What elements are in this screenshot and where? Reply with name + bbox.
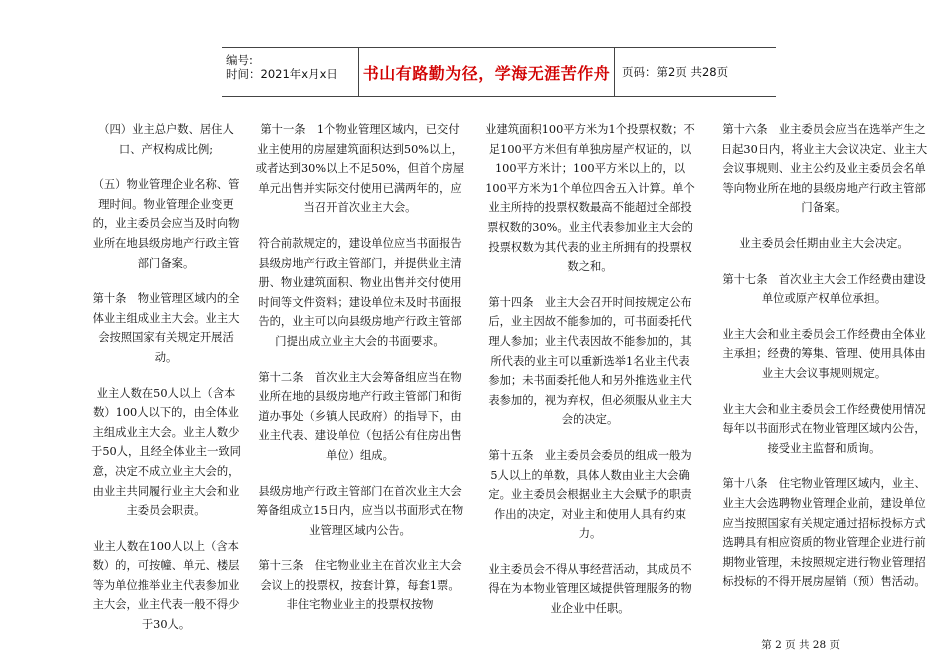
paragraph: 符合前款规定的，建设单位应当书面报告县级房地产行政主管部门，并提供业主清册、物业建筑面积、物业出售并交付使用时间等文件资料；建设单位未及时书面报告的，业主可以向县级房地产行政主管部门提出成立业主大会的书面要求。 [258, 236, 462, 348]
paragraph: 第十五条 业主委员会委员的组成一般为5人以上的单数，具体人数由业主大会确定。业主委员会根据业主大会赋予的职责作出的决定，对业主和使用人具有约束力。 [488, 448, 692, 541]
paragraph: 县级房地产行政主管部门在首次业主大会筹备组成立15日内，应当以书面形式在物业管理区域内公告。 [256, 484, 464, 537]
paragraph: 业建筑面积100平方米为1个投票权数；不足100平方米但有单独房屋产权证的，以100平方米计；100平方米以上的，以100平方米为1个单位四舍五入计算。单个业主所持的投票权数最高不能超过全部投票权数的30%。业主代表参加业主大会的投票权数为其代表的业主所拥有的投票权数之和。 [485, 123, 695, 274]
paragraph: 第十八条 住宅物业管理区域内，业主、业主大会选聘物业管理企业前，建设单位应当按照国家有关规定通过招标投标方式选聘具有相应资质的物业管理企业进行前期物业管理，未按照规定进行物业管理招标投标的不得开展房屋销（预）售活动。 [722, 477, 926, 589]
header-page-label: 页码：第2页 共28页 [622, 65, 729, 79]
text-column-1 [90, 120, 242, 651]
paragraph: 第十一条 1个物业管理区域内，已交付业主使用的房屋建筑面积达到50%以上，或者达到30%以上不足50%，但首个房屋单元出售并实际交付使用已满两年的，应当召开首次业主大会。 [255, 123, 465, 215]
text-column-3 [485, 120, 695, 635]
page-header [222, 47, 776, 97]
paragraph: 业主委员会任期由业主大会决定。 [739, 236, 909, 250]
paragraph: 第十七条 首次业主大会工作经费由建设单位或原产权单位承担。 [722, 272, 926, 306]
paragraph: 业主人数在50人以上（含本数）100人以下的，由全体业主组成业主大会。业主人数少于50人，且经全体业主一致同意，决定不成立业主大会的，由业主共同履行业主大会和业主委员会职责。 [91, 386, 241, 518]
text-column-2 [255, 120, 465, 631]
paragraph: （五）物业管理企业名称、管理时间。物业管理企业变更的，业主委员会应当及时向物业所在地县级房地产行政主管部门备案。 [92, 178, 240, 270]
time-label: 时间：2021年x月x日 [226, 67, 338, 81]
paragraph: 业主人数在100人以上（含本数）的，可按幢、单元、楼层等为单位推举业主代表参加业主大会，业主代表一般不得少于30人。 [92, 539, 240, 632]
paragraph: （四）业主总户数、居住人口、产权构成比例; [98, 123, 234, 156]
paragraph: 第十二条 首次业主大会筹备组应当在物业所在地的县级房地产行政主管部门和街道办事处（乡镇人民政府）的指导下，由业主代表、建设单位（包括公有住房出售单位）组成。 [258, 370, 462, 462]
paragraph: 第十四条 业主大会召开时间按规定公布后，业主因故不能参加的，可书面委托代理人参加；业主代表因故不能参加的，其所代表的业主可以重新选举1名业主代表参加；未书面委托他人和另外推选业主代表参加的，视为弃权，但必须服从业主大会的决定。 [488, 295, 692, 427]
number-label: 编号: [226, 53, 253, 67]
paragraph: 第十六条 业主委员会应当在选举产生之日起30日内，将业主大会议决定、业主大会议事规则、业主公约及业主委员会名单等向物业所在地的县级房地产行政主管部门备案。 [720, 123, 928, 215]
header-motto: 书山有路勤为径，学海无涯苦作舟 [359, 48, 615, 96]
paragraph: 第十条 物业管理区域内的全体业主组成业主大会。业主大会按照国家有关规定开展活动。 [92, 292, 240, 364]
page-footer: 第 2 页 共 28 页 [761, 639, 840, 651]
paragraph: 第十三条 住宅物业业主在首次业主大会会议上的投票权，按套计算，每套1票。非住宅物业业主的投票权按物 [258, 559, 462, 612]
text-column-4 [718, 120, 930, 608]
paragraph: 业主大会和业主委员会工作经费使用情况每年以书面形式在物业管理区域内公告，接受业主监督和质询。 [722, 402, 926, 455]
paragraph: 业主大会和业主委员会工作经费由全体业主承担；经费的筹集、管理、使用具体由业主大会议事规则规定。 [722, 327, 926, 380]
header-info-cell [222, 48, 359, 96]
paragraph: 业主委员会不得从事经营活动，其成员不得在为本物业管理区域提供管理服务的物业企业中任职。 [488, 562, 692, 616]
